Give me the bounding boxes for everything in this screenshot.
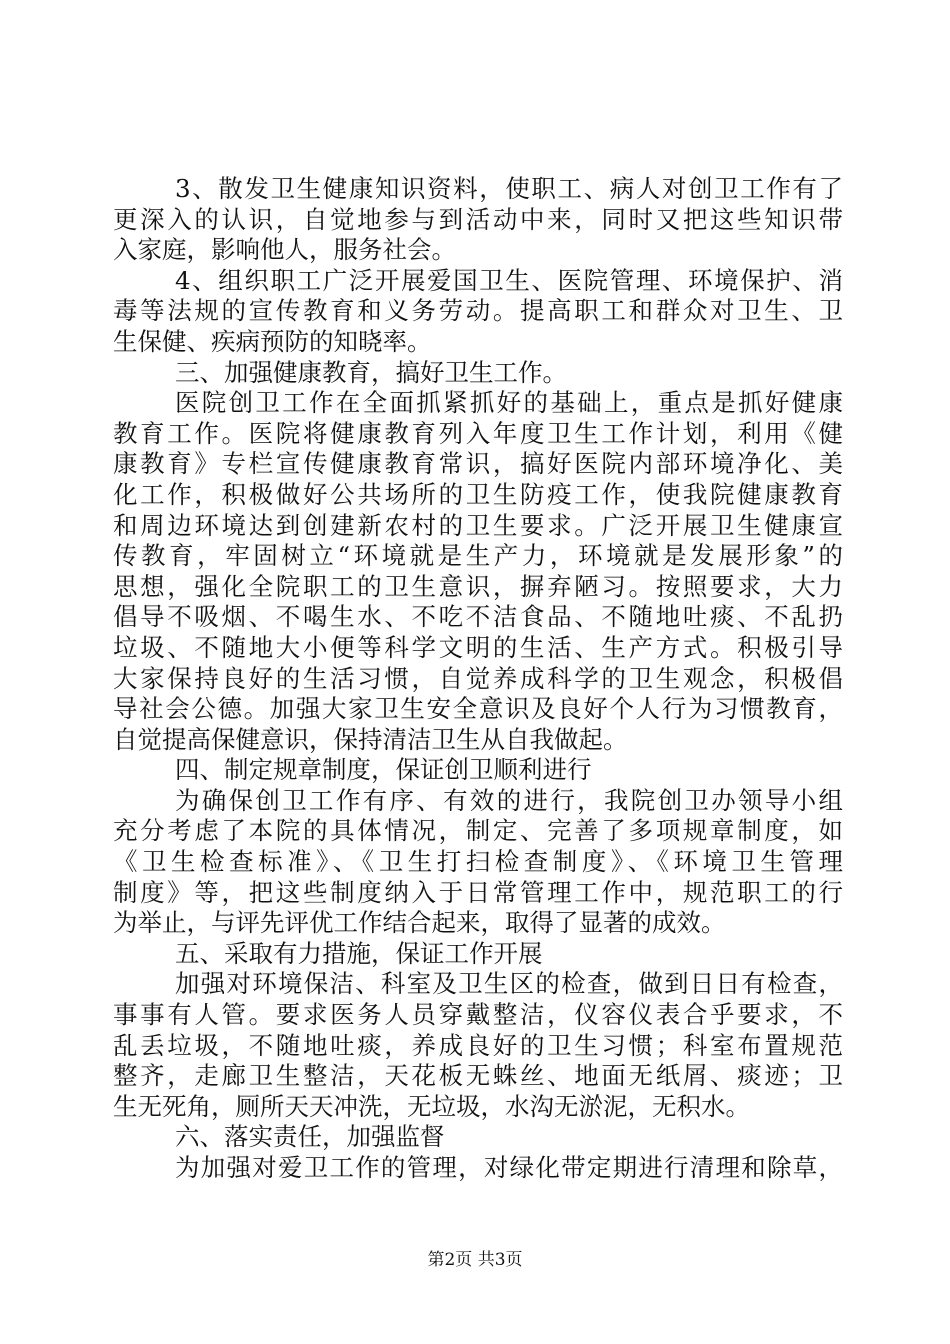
text-line: 《卫生检查标准》、《卫生打扫检查制度》、《环境卫生管理 (113, 847, 843, 877)
text-line: 医院创卫工作在全面抓紧抓好的基础上，重点是抓好健康 (175, 388, 843, 418)
text-line: 生保健、疾病预防的知晓率。 (113, 326, 432, 356)
text-line: 制度》等，把这些制度纳入于日常管理工作中，规范职工的行 (113, 877, 843, 907)
text-line: 传教育，牢固树立“环境就是生产力，环境就是发展形象”的 (113, 541, 843, 571)
text-line: 六、落实责任，加强监督 (175, 1122, 445, 1152)
text-line: 三、加强健康教育，搞好卫生工作。 (175, 357, 567, 387)
text-line: 为确保创卫工作有序、有效的进行，我院创卫办领导小组 (175, 785, 843, 815)
text-line: 五、采取有力措施，保证工作开展 (175, 938, 543, 968)
text-line: 自觉提高保健意识，保持清洁卫生从自我做起。 (113, 724, 628, 754)
text-line: 加强对环境保洁、科室及卫生区的检查，做到日日有检查， (175, 969, 843, 999)
text-line: 3、散发卫生健康知识资料，使职工、病人对创卫工作有了 (175, 174, 843, 203)
text-line: 乱丢垃圾，不随地吐痰，养成良好的卫生习惯；科室布置规范 (113, 1030, 843, 1060)
text-line: 思想，强化全院职工的卫生意识，摒弃陋习。按照要求，大力 (113, 571, 843, 601)
text-line: 化工作，积极做好公共场所的卫生防疫工作，使我院健康教育 (113, 479, 843, 509)
text-line: 为举止，与评先评优工作结合起来，取得了显著的成效。 (113, 908, 726, 938)
text-line: 四、制定规章制度，保证创卫顺利进行 (175, 755, 592, 785)
text-line: 4、组织职工广泛开展爱国卫生、医院管理、环境保护、消 (175, 265, 843, 295)
page-footer: 第2页 共3页 (427, 1250, 523, 1270)
text-line: 倡导不吸烟、不喝生水、不吃不洁食品、不随地吐痰、不乱扔 (113, 602, 843, 632)
text-line: 生无死角，厕所天天冲洗，无垃圾，水沟无淤泥，无积水。 (113, 1091, 750, 1121)
text-line: 入家庭，影响他人，服务社会。 (113, 235, 456, 265)
text-line: 康教育》专栏宣传健康教育常识，搞好医院内部环境净化、美 (113, 449, 843, 479)
text-line: 事事有人管。要求医务人员穿戴整洁，仪容仪表合乎要求，不 (113, 1000, 843, 1030)
text-line: 为加强对爱卫工作的管理，对绿化带定期进行清理和除草， (175, 1153, 843, 1182)
text-line: 充分考虑了本院的具体情况，制定、完善了多项规章制度，如 (113, 816, 843, 846)
text-line: 更深入的认识，自觉地参与到活动中来，同时又把这些知识带 (113, 204, 843, 234)
text-line: 整齐，走廊卫生整洁，天花板无蛛丝、地面无纸屑、痰迹；卫 (113, 1061, 843, 1091)
text-line: 导社会公德。加强大家卫生安全意识及良好个人行为习惯教育， (113, 694, 843, 724)
text-line: 毒等法规的宣传教育和义务劳动。提高职工和群众对卫生、卫 (113, 296, 843, 326)
text-line: 和周边环境达到创建新农村的卫生要求。广泛开展卫生健康宣 (113, 510, 843, 540)
text-line: 垃圾、不随地大小便等科学文明的生活、生产方式。积极引导 (113, 632, 843, 662)
document-body (113, 174, 843, 1184)
text-line: 大家保持良好的生活习惯，自觉养成科学的卫生观念，积极倡 (113, 663, 843, 693)
text-line: 教育工作。医院将健康教育列入年度卫生工作计划，利用《健 (113, 418, 843, 448)
